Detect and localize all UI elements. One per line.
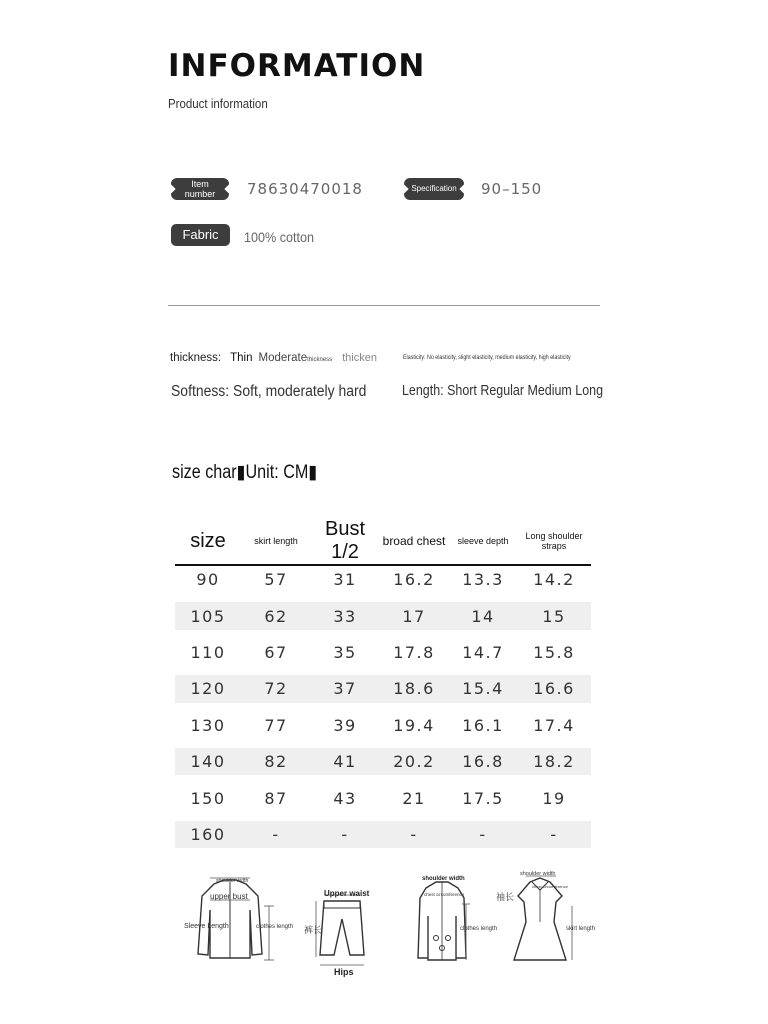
- header-skirt-length: skirt length: [241, 518, 311, 565]
- cell-bust: -: [311, 816, 379, 852]
- cell-shoulder-straps: 18.2: [517, 743, 591, 779]
- cell-broad-chest: 17.8: [379, 634, 449, 670]
- thickness-label: thickness:: [170, 352, 222, 364]
- cell-skirt-length: 67: [241, 634, 311, 670]
- dress-diagram: [492, 866, 596, 964]
- cell-shoulder-straps: 16.6: [517, 671, 591, 707]
- cell-skirt-length: 77: [241, 707, 311, 743]
- softness-text: Softness: Soft, moderately hard: [171, 383, 367, 400]
- header-size: size: [175, 518, 241, 565]
- page-title: INFORMATION: [168, 48, 426, 84]
- cell-shoulder-straps: 15.8: [517, 634, 591, 670]
- jacket-clothes-label: clothes length: [256, 924, 294, 930]
- dress-shoulder-label: shoulder width: [520, 871, 556, 877]
- header-sleeve-depth: sleeve depth: [449, 518, 517, 565]
- cell-size: 160: [175, 816, 241, 852]
- specification-value: 90–150: [481, 180, 543, 198]
- shorts-diagram: [300, 885, 380, 980]
- cell-broad-chest: 16.2: [379, 565, 449, 598]
- cell-size: 140: [175, 743, 241, 779]
- thickness-option-thin: Thin: [230, 352, 253, 364]
- table-row: [175, 634, 591, 670]
- page-subtitle: Product information: [168, 97, 268, 111]
- item-number-tag: [171, 178, 229, 200]
- cell-sleeve-depth: 14.7: [449, 634, 517, 670]
- cell-shoulder-straps: 14.2: [517, 565, 591, 598]
- fabric-tag: [171, 224, 230, 246]
- cell-sleeve-depth: 14: [449, 598, 517, 634]
- divider: [168, 305, 600, 306]
- fabric-value: 100% cotton: [244, 229, 315, 245]
- table-row: [175, 598, 591, 634]
- dress-sleeve-label: 袖长: [496, 893, 515, 903]
- cell-bust: 35: [311, 634, 379, 670]
- table-row: [175, 671, 591, 707]
- cell-skirt-length: -: [241, 816, 311, 852]
- cell-broad-chest: 18.6: [379, 671, 449, 707]
- coat-clothes-label: clothes length: [460, 926, 498, 932]
- table-row: [175, 707, 591, 743]
- elasticity-text: Elasticity: No elasticity, slight elasticity, medium elasticity, high elasticity: [403, 354, 571, 361]
- header-shoulder-straps: Long shoulder straps: [517, 518, 591, 565]
- coat-shoulder-label: shoulder width: [422, 876, 465, 882]
- cell-broad-chest: 19.4: [379, 707, 449, 743]
- cell-sleeve-depth: 15.4: [449, 671, 517, 707]
- cell-broad-chest: 21: [379, 780, 449, 816]
- item-number-tag-label: Item number: [184, 179, 216, 199]
- cell-bust: 31: [311, 565, 379, 598]
- table-row: [175, 816, 591, 852]
- size-table-body: [175, 565, 591, 853]
- cell-size: 130: [175, 707, 241, 743]
- cell-shoulder-straps: 15: [517, 598, 591, 634]
- cell-broad-chest: 17: [379, 598, 449, 634]
- cell-bust: 33: [311, 598, 379, 634]
- dress-chest-label: chest circumference: [532, 884, 568, 889]
- coat-diagram: [400, 870, 498, 965]
- cell-sleeve-depth: -: [449, 816, 517, 852]
- thickness-option-thickness: thickness: [307, 357, 333, 363]
- cell-sleeve-depth: 16.8: [449, 743, 517, 779]
- cell-shoulder-straps: 17.4: [517, 707, 591, 743]
- length-text: Length: Short Regular Medium Long: [402, 383, 604, 399]
- cell-bust: 39: [311, 707, 379, 743]
- cell-shoulder-straps: -: [517, 816, 591, 852]
- cell-skirt-length: 62: [241, 598, 311, 634]
- shorts-pants-label: 裤长: [304, 926, 323, 936]
- thickness-row: [170, 352, 377, 364]
- cell-size: 90: [175, 565, 241, 598]
- cell-bust: 43: [311, 780, 379, 816]
- size-table-header: [175, 518, 591, 565]
- jacket-shoulder-label: shoulder width: [216, 878, 249, 884]
- specification-tag-label: Specification: [411, 184, 457, 193]
- table-row: [175, 780, 591, 816]
- jacket-diagram: [180, 870, 294, 965]
- cell-skirt-length: 82: [241, 743, 311, 779]
- dress-skirt-label: skirt length: [566, 926, 596, 932]
- size-chart-title: size char▮Unit: CM▮: [172, 462, 318, 483]
- fabric-tag-label: Fabric: [182, 227, 219, 242]
- thickness-option-thicken: thicken: [342, 352, 377, 364]
- cell-broad-chest: -: [379, 816, 449, 852]
- cell-shoulder-straps: 19: [517, 780, 591, 816]
- table-row: [175, 743, 591, 779]
- specification-tag: [404, 178, 464, 200]
- cell-skirt-length: 72: [241, 671, 311, 707]
- table-row: [175, 565, 591, 598]
- item-number-value: 78630470018: [247, 180, 363, 198]
- cell-size: 120: [175, 671, 241, 707]
- cell-size: 105: [175, 598, 241, 634]
- cell-sleeve-depth: 13.3: [449, 565, 517, 598]
- shorts-waist-label: Upper waist: [324, 889, 370, 898]
- cell-sleeve-depth: 16.1: [449, 707, 517, 743]
- cell-broad-chest: 20.2: [379, 743, 449, 779]
- jacket-bust-label: upper bust: [210, 892, 248, 901]
- header-broad-chest: broad chest: [379, 518, 449, 565]
- cell-sleeve-depth: 17.5: [449, 780, 517, 816]
- cell-size: 110: [175, 634, 241, 670]
- jacket-sleeve-label: Sleeve Length: [184, 923, 229, 930]
- thickness-option-moderate: Moderate: [258, 352, 308, 364]
- cell-skirt-length: 87: [241, 780, 311, 816]
- cell-bust: 37: [311, 671, 379, 707]
- coat-chest-label: chest circumference: [424, 892, 465, 897]
- size-table: [175, 518, 591, 857]
- header-bust: Bust 1/2: [311, 518, 379, 565]
- cell-skirt-length: 57: [241, 565, 311, 598]
- shorts-hips-label: Hips: [334, 967, 354, 977]
- cell-bust: 41: [311, 743, 379, 779]
- cell-size: 150: [175, 780, 241, 816]
